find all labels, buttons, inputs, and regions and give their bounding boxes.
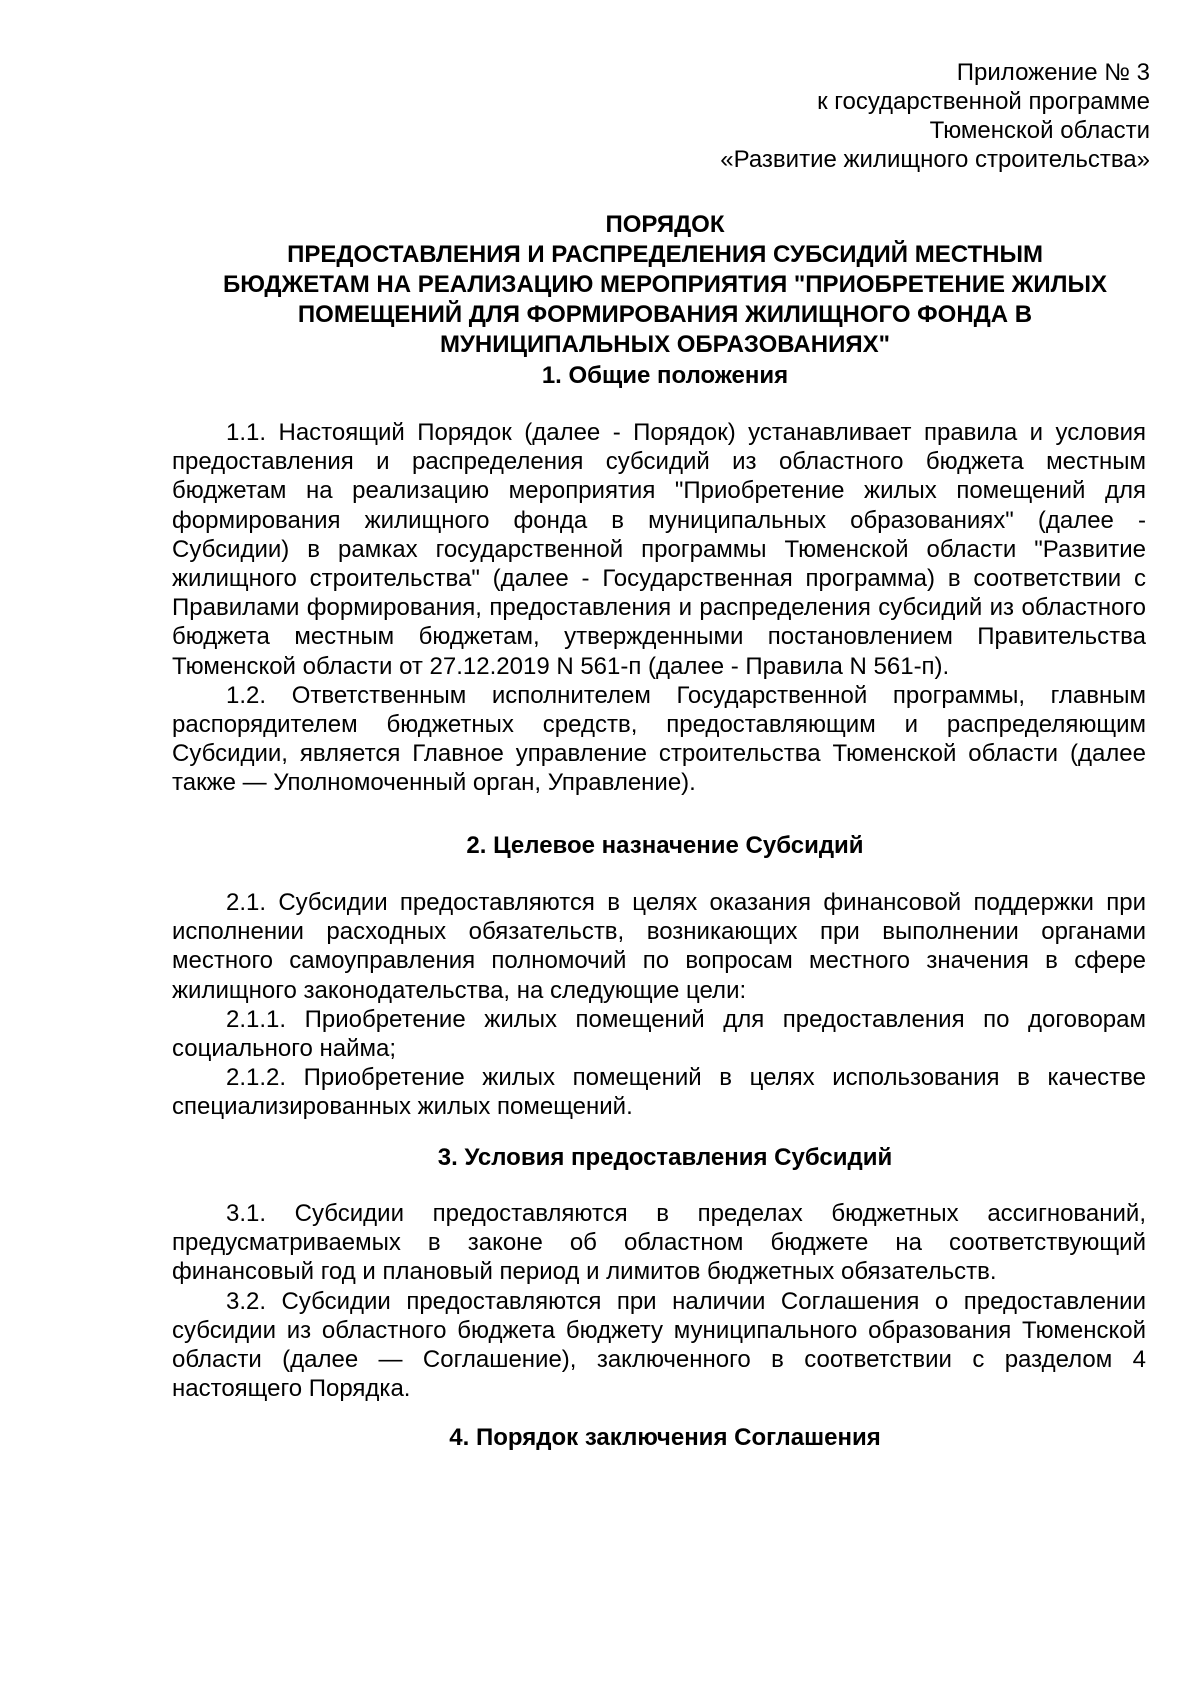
- document-title: [160, 210, 1170, 360]
- section-1-body: [172, 418, 1146, 798]
- annex-reference: [660, 58, 1150, 174]
- section-2-body: [172, 888, 1146, 1122]
- title-line-5: МУНИЦИПАЛЬНЫХ ОБРАЗОВАНИЯХ": [440, 331, 890, 358]
- section-3-heading: 3. Условия предоставления Субсидий: [437, 1144, 893, 1171]
- title-line-1: ПОРЯДОК: [605, 211, 725, 238]
- paragraph-3-2: 3.2. Субсидии предоставляются при наличии Соглашения о предоставлении субсидии из областного бюджета бюджету муниципального образования Тюменской области (далее — Соглашение), заключенного в соответствии с разделом 4 настоящего Порядка.: [172, 1287, 1146, 1403]
- section-4-heading: 4. Порядок заключения Соглашения: [449, 1424, 881, 1451]
- section-3-body: [172, 1199, 1146, 1403]
- paragraph-1-1: 1.1. Настоящий Порядок (далее - Порядок) устанавливает правила и условия предоставления и распределения субсидий из областного бюджета местным бюджетам на реализацию мероприятия "Приобретение жилых помещений для формирования жилищного фонда в муниципальных образованиях" (далее - Субсидии) в рамках государственной программы Тюменской области "Развитие жилищного строительства" (далее - Государственная программа) в соответствии с Правилами формирования, предоставления и распределения субсидий из областного бюджета местным бюджетам, утвержденными постановлением Правительства Тюменской области от 27.12.2019 N 561-п (далее - Правила N 561-п).: [172, 419, 1146, 680]
- paragraph-1-2: 1.2. Ответственным исполнителем Государственной программы, главным распорядителем бюджетных средств, предоставляющим и распределяющим Субсидии, является Главное управление строительства Тюменской области (далее также — Уполномоченный орган, Управление).: [172, 681, 1146, 797]
- annex-line-4: «Развитие жилищного строительства»: [720, 146, 1150, 173]
- title-line-3: БЮДЖЕТАМ НА РЕАЛИЗАЦИЮ МЕРОПРИЯТИЯ "ПРИОБРЕТЕНИЕ ЖИЛЫХ: [223, 271, 1107, 298]
- section-2-heading: 2. Целевое назначение Субсидий: [466, 832, 864, 859]
- paragraph-2-1-2: 2.1.2. Приобретение жилых помещений в целях использования в качестве специализированных жилых помещений.: [172, 1064, 1146, 1121]
- paragraph-3-1: 3.1. Субсидии предоставляются в пределах бюджетных ассигнований, предусматриваемых в законе об областном бюджете на соответствующий финансовый год и плановый период и лимитов бюджетных обязательств.: [172, 1200, 1146, 1286]
- annex-line-2: к государственной программе: [817, 88, 1150, 115]
- title-line-2: ПРЕДОСТАВЛЕНИЯ И РАСПРЕДЕЛЕНИЯ СУБСИДИЙ МЕСТНЫМ: [287, 241, 1043, 268]
- paragraph-2-1-1: 2.1.1. Приобретение жилых помещений для предоставления по договорам социального найма;: [172, 1005, 1146, 1063]
- annex-line-3: Тюменской области: [929, 117, 1150, 144]
- annex-line-1: Приложение № 3: [956, 59, 1150, 86]
- paragraph-2-1: 2.1. Субсидии предоставляются в целях оказания финансовой поддержки при исполнении расходных обязательств, возникающих при выполнении органами местного самоуправления полномочий по вопросам местного значения в сфере жилищного законодательства, на следующие цели:: [172, 889, 1146, 1004]
- title-line-4: ПОМЕЩЕНИЙ ДЛЯ ФОРМИРОВАНИЯ ЖИЛИЩНОГО ФОНДА В: [297, 301, 1033, 328]
- section-1-heading: 1. Общие положения: [541, 362, 789, 389]
